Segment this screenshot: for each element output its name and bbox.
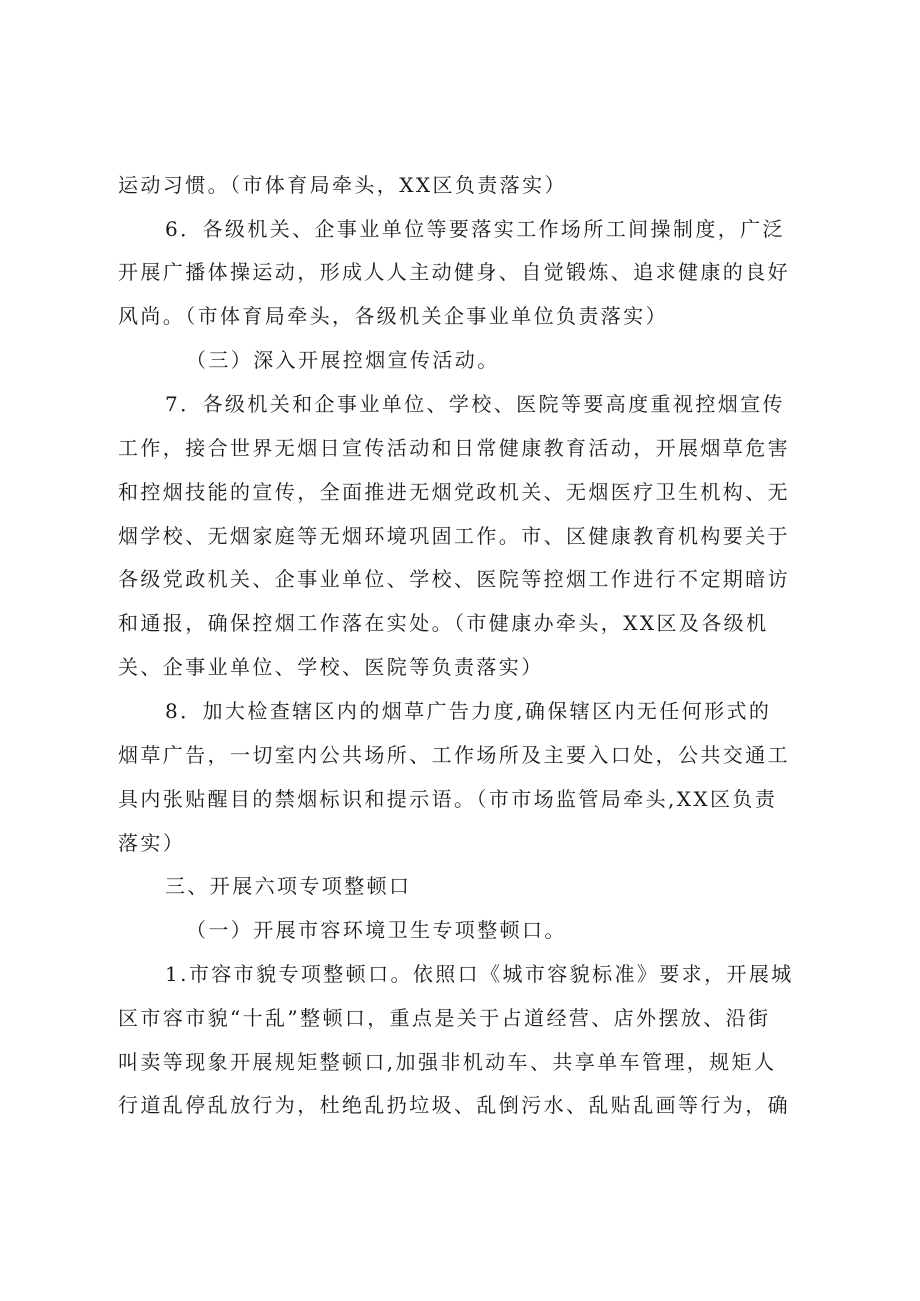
- text-line: 和控烟技能的宣传，全面推进无烟党政机关、无烟医疗卫生机构、无: [118, 480, 790, 504]
- text-line: 落实）: [118, 831, 186, 855]
- section-heading: 三、开展六项专项整顿口: [165, 874, 412, 898]
- text-line: 运动习惯。（市体育局牵头，XX区负责落实）: [118, 173, 567, 197]
- text-line: 叫卖等现象开展规矩整顿口,加强非机动车、共享单车管理，规矩人: [118, 1050, 777, 1074]
- text-line: 8．加大检查辖区内的烟草广告力度,确保辖区内无任何形式的: [165, 699, 772, 723]
- text-line: 工作，接合世界无烟日宣传活动和日常健康教育活动，开展烟草危害: [118, 436, 790, 460]
- text-line: 烟草广告，一切室内公共场所、工作场所及主要入口处，公共交通工: [118, 743, 790, 767]
- text-line: 烟学校、无烟家庭等无烟环境巩固工作。市、区健康教育机构要关于: [118, 524, 790, 548]
- text-line: 1.市容市貌专项整顿口。依照口《城市容貌标准》要求，开展城: [165, 962, 794, 986]
- text-line: 风尚。（市体育局牵头，各级机关企事业单位负责落实）: [118, 304, 668, 328]
- text-line: 和通报，确保控烟工作落在实处。（市健康办牵头，XX区及各级机: [118, 611, 769, 635]
- section-heading: （一）开展市容环境卫生专项整顿口。: [186, 918, 567, 942]
- text-line: 区市容市貌“十乱”整顿口，重点是关于占道经营、店外摆放、沿街: [118, 1006, 771, 1030]
- text-line: 6．各级机关、企事业单位等要落实工作场所工间操制度，广泛: [165, 217, 785, 241]
- text-line: 7．各级机关和企事业单位、学校、医院等要高度重视控烟宣传: [165, 392, 785, 416]
- text-line: 具内张贴醒目的禁烟标识和提示语。（市市场监管局牵头,XX区负责: [118, 787, 778, 811]
- text-line: 各级党政机关、企事业单位、学校、医院等控烟工作进行不定期暗访: [118, 567, 790, 591]
- text-line: 开展广播体操运动，形成人人主动健身、自觉锻炼、追求健康的良好: [118, 260, 790, 284]
- text-line: 行道乱停乱放行为，杜绝乱扔垃圾、乱倒污水、乱贴乱画等行为，确: [118, 1093, 790, 1117]
- section-heading: （三）深入开展控烟宣传活动。: [186, 348, 500, 372]
- text-line: 关、企事业单位、学校、医院等负责落实）: [118, 655, 544, 679]
